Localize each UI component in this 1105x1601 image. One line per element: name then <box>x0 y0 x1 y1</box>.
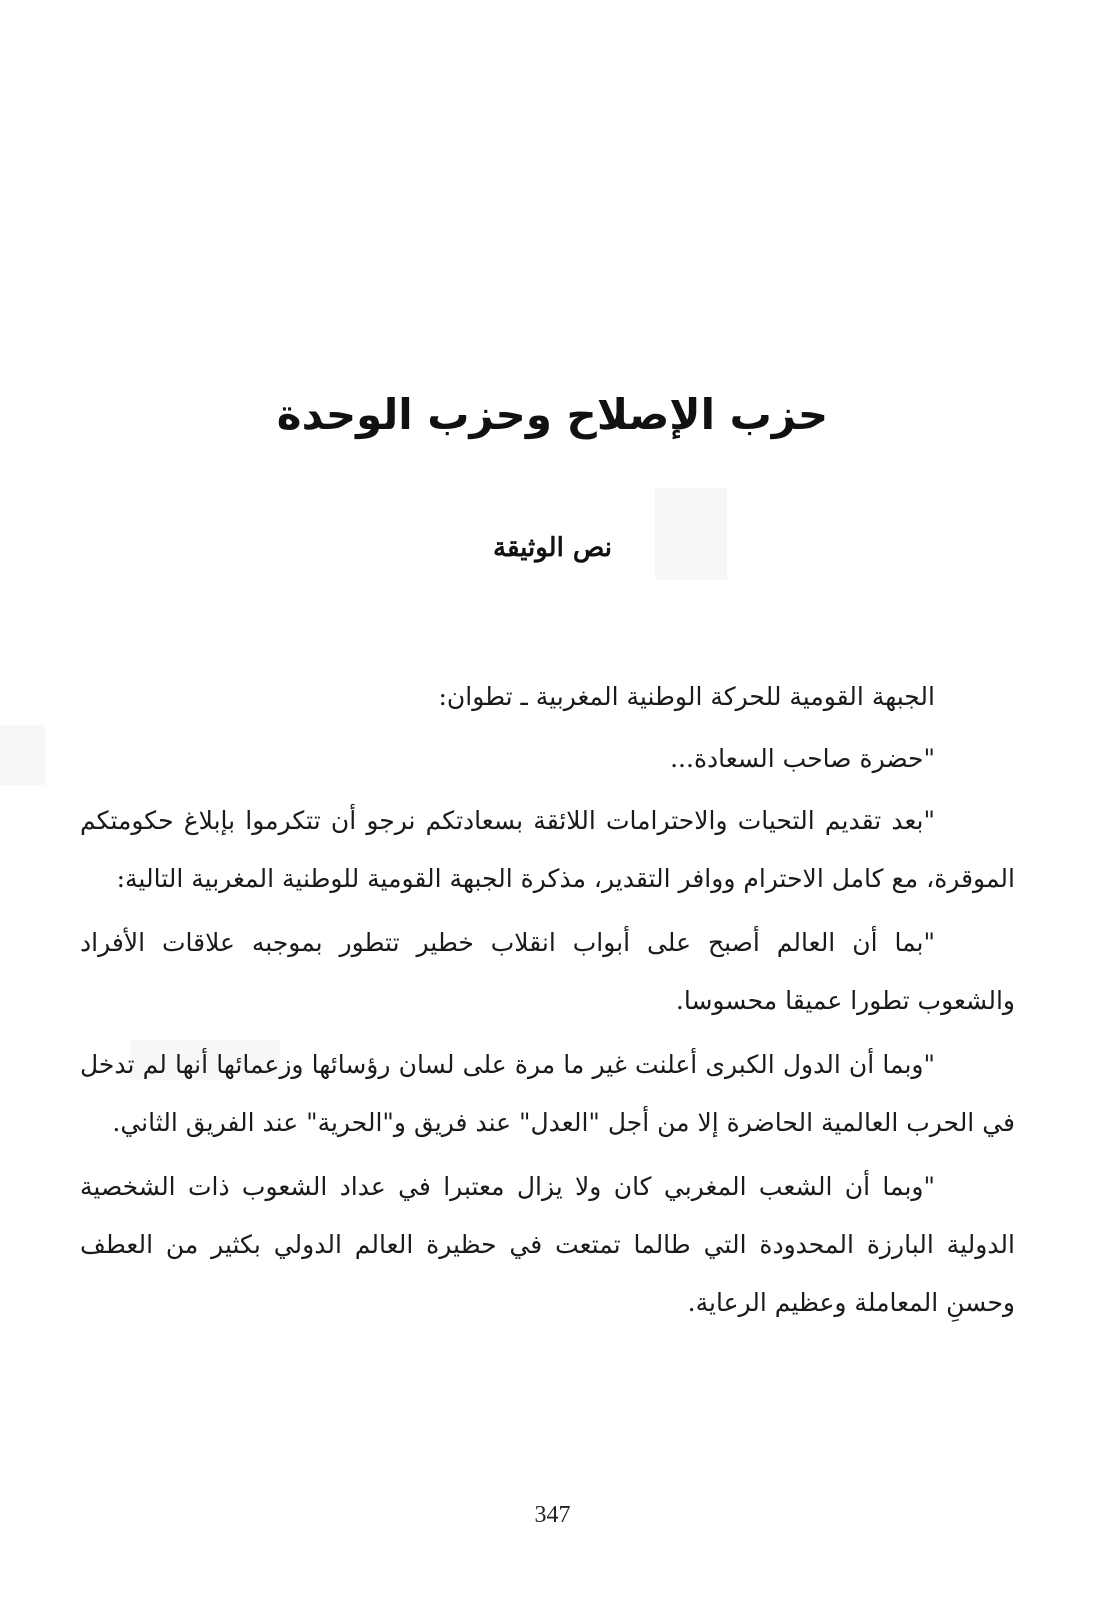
page-number: 347 <box>534 1502 571 1528</box>
paragraph-point-2: "وبما أن الدول الكبرى أعلنت غير ما مرة على لسان رؤسائها وزعمائها أنها لم تدخل في الحرب العالمية الحاضرة إلا من أجل "العدل" عند فريق و"الحرية" عند الفريق الثاني. <box>80 1050 1015 1137</box>
section-subtitle: نص الوثيقة <box>493 533 612 563</box>
paragraph-salutation: "حضرة صاحب السعادة... <box>670 744 935 773</box>
paragraph-point-3: "وبما أن الشعب المغربي كان ولا يزال معتبرا في عداد الشعوب ذات الشخصية الدولية البارزة المحدودة التي طالما تمتعت في حظيرة العالم الدولي بكثير من العطف وحسنِ المعاملة وعظيم الرعاية. <box>80 1172 1015 1317</box>
paragraph-point-1: "بما أن العالم أصبح على أبواب انقلاب خطير تتطور بموجبه علاقات الأفراد والشعوب تطورا عميقا محسوسا. <box>80 928 1015 1015</box>
page-title: حزب الإصلاح وحزب الوحدة <box>276 390 829 439</box>
paragraph-intro: "بعد تقديم التحيات والاحترامات اللائقة بسعادتكم نرجو أن تتكرموا بإبلاغ حكومتكم الموقرة، مع كامل الاحترام ووافر التقدير، مذكرة الجبهة القومية للوطنية المغربية التالية: <box>80 806 1015 893</box>
paragraph-addressee: الجبهة القومية للحركة الوطنية المغربية ـ تطوان: <box>438 682 935 711</box>
document-body <box>80 668 1015 1332</box>
scan-shade <box>0 725 45 785</box>
